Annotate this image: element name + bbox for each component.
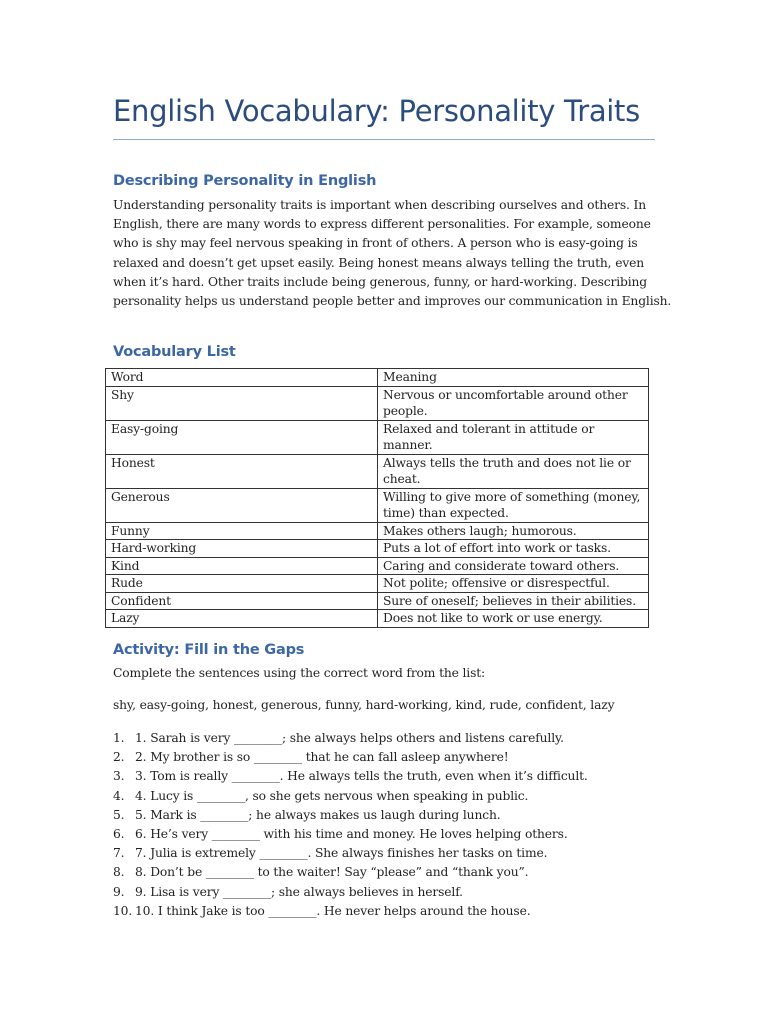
list-item-number: 10. (113, 903, 133, 918)
vocab-word: Generous (106, 488, 378, 522)
paragraph-line: personality helps us understand people better and improves our communication in English. (113, 294, 672, 309)
list-item (113, 767, 588, 786)
list-item-text: 9. Lisa is very ________; she always believes in herself. (135, 884, 463, 899)
paragraph-line: relaxed and doesn’t get upset easily. Being honest means always telling the truth, even (113, 255, 645, 270)
exercise-list (113, 729, 588, 921)
list-item-text: 4. Lucy is ________, so she gets nervous when speaking in public. (135, 788, 529, 803)
table-row (106, 575, 649, 593)
list-item-text: 2. My brother is so ________ that he can fall asleep anywhere! (135, 750, 509, 765)
list-item-number: 9. (113, 884, 125, 899)
list-item-text: 7. Julia is extremely ________. She always finishes her tasks on time. (135, 846, 548, 861)
vocab-word: Kind (106, 557, 378, 575)
vocab-meaning: Willing to give more of something (money, time) than expected. (378, 488, 649, 522)
list-item-text: 6. He’s very ________ with his time and money. He loves helping others. (135, 826, 568, 841)
table-row (106, 540, 649, 558)
paragraph-line: when it’s hard. Other traits include being generous, funny, or hard-working. Describing (113, 274, 648, 289)
activity-instruction: Complete the sentences using the correct word from the list: (113, 666, 486, 680)
table-row (106, 488, 649, 522)
list-item (113, 902, 588, 921)
vocab-meaning: Sure of oneself; believes in their abilities. (378, 592, 649, 610)
list-item-number: 7. (113, 846, 125, 861)
table-header-row (106, 369, 649, 387)
header-word: Word (106, 369, 378, 387)
vocab-meaning: Relaxed and tolerant in attitude or manner. (378, 420, 649, 454)
list-item-number: 8. (113, 865, 125, 880)
table-row (106, 454, 649, 488)
vocab-meaning: Caring and considerate toward others. (378, 557, 649, 575)
section-heading-vocabulary: Vocabulary List (113, 344, 236, 360)
title-divider (113, 139, 655, 140)
vocab-word: Rude (106, 575, 378, 593)
table-row (106, 522, 649, 540)
word-bank: shy, easy-going, honest, generous, funny, hard-working, kind, rude, confident, lazy (113, 698, 615, 712)
intro-paragraph (113, 196, 672, 311)
vocab-word: Shy (106, 386, 378, 420)
list-item (113, 863, 588, 882)
list-item-text: 8. Don’t be ________ to the waiter! Say “please” and “thank you”. (135, 865, 529, 880)
vocab-meaning: Not polite; offensive or disrespectful. (378, 575, 649, 593)
section-heading-activity: Activity: Fill in the Gaps (113, 642, 305, 658)
list-item-number: 3. (113, 769, 125, 784)
vocab-word: Lazy (106, 610, 378, 628)
list-item-number: 6. (113, 826, 125, 841)
list-item-text: 1. Sarah is very ________; she always helps others and listens carefully. (135, 731, 564, 745)
vocab-meaning: Does not like to work or use energy. (378, 610, 649, 628)
list-item (113, 883, 588, 902)
paragraph-line: who is shy may feel nervous speaking in front of others. A person who is easy-going is (113, 236, 638, 251)
vocab-word: Confident (106, 592, 378, 610)
header-meaning: Meaning (378, 369, 649, 387)
table-row (106, 420, 649, 454)
list-item-text: 5. Mark is ________; he always makes us laugh during lunch. (135, 807, 501, 822)
list-item-number: 4. (113, 788, 125, 803)
vocab-word: Funny (106, 522, 378, 540)
paragraph-line: Understanding personality traits is important when describing ourselves and others. In (113, 198, 646, 212)
vocabulary-table (105, 368, 649, 628)
list-item (113, 729, 588, 748)
list-item-number: 5. (113, 807, 125, 822)
section-heading-describing: Describing Personality in English (113, 173, 377, 189)
vocab-word: Easy-going (106, 420, 378, 454)
list-item (113, 844, 588, 863)
list-item-text: 3. Tom is really ________. He always tells the truth, even when it’s difficult. (135, 769, 588, 784)
vocab-word: Honest (106, 454, 378, 488)
page-title: English Vocabulary: Personality Traits (113, 94, 640, 128)
list-item-number: 1. (113, 731, 125, 745)
vocab-meaning: Makes others laugh; humorous. (378, 522, 649, 540)
list-item (113, 806, 588, 825)
list-item (113, 825, 588, 844)
paragraph-line: English, there are many words to express different personalities. For example, someone (113, 217, 651, 232)
table-row (106, 557, 649, 575)
vocab-meaning: Nervous or uncomfortable around other people. (378, 386, 649, 420)
table-row (106, 386, 649, 420)
list-item-number: 2. (113, 750, 125, 765)
vocab-meaning: Always tells the truth and does not lie or cheat. (378, 454, 649, 488)
vocab-word: Hard-working (106, 540, 378, 558)
vocab-meaning: Puts a lot of effort into work or tasks. (378, 540, 649, 558)
list-item (113, 787, 588, 806)
table-row (106, 610, 649, 628)
list-item (113, 748, 588, 767)
table-row (106, 592, 649, 610)
list-item-text: 10. I think Jake is too ________. He never helps around the house. (135, 903, 531, 918)
